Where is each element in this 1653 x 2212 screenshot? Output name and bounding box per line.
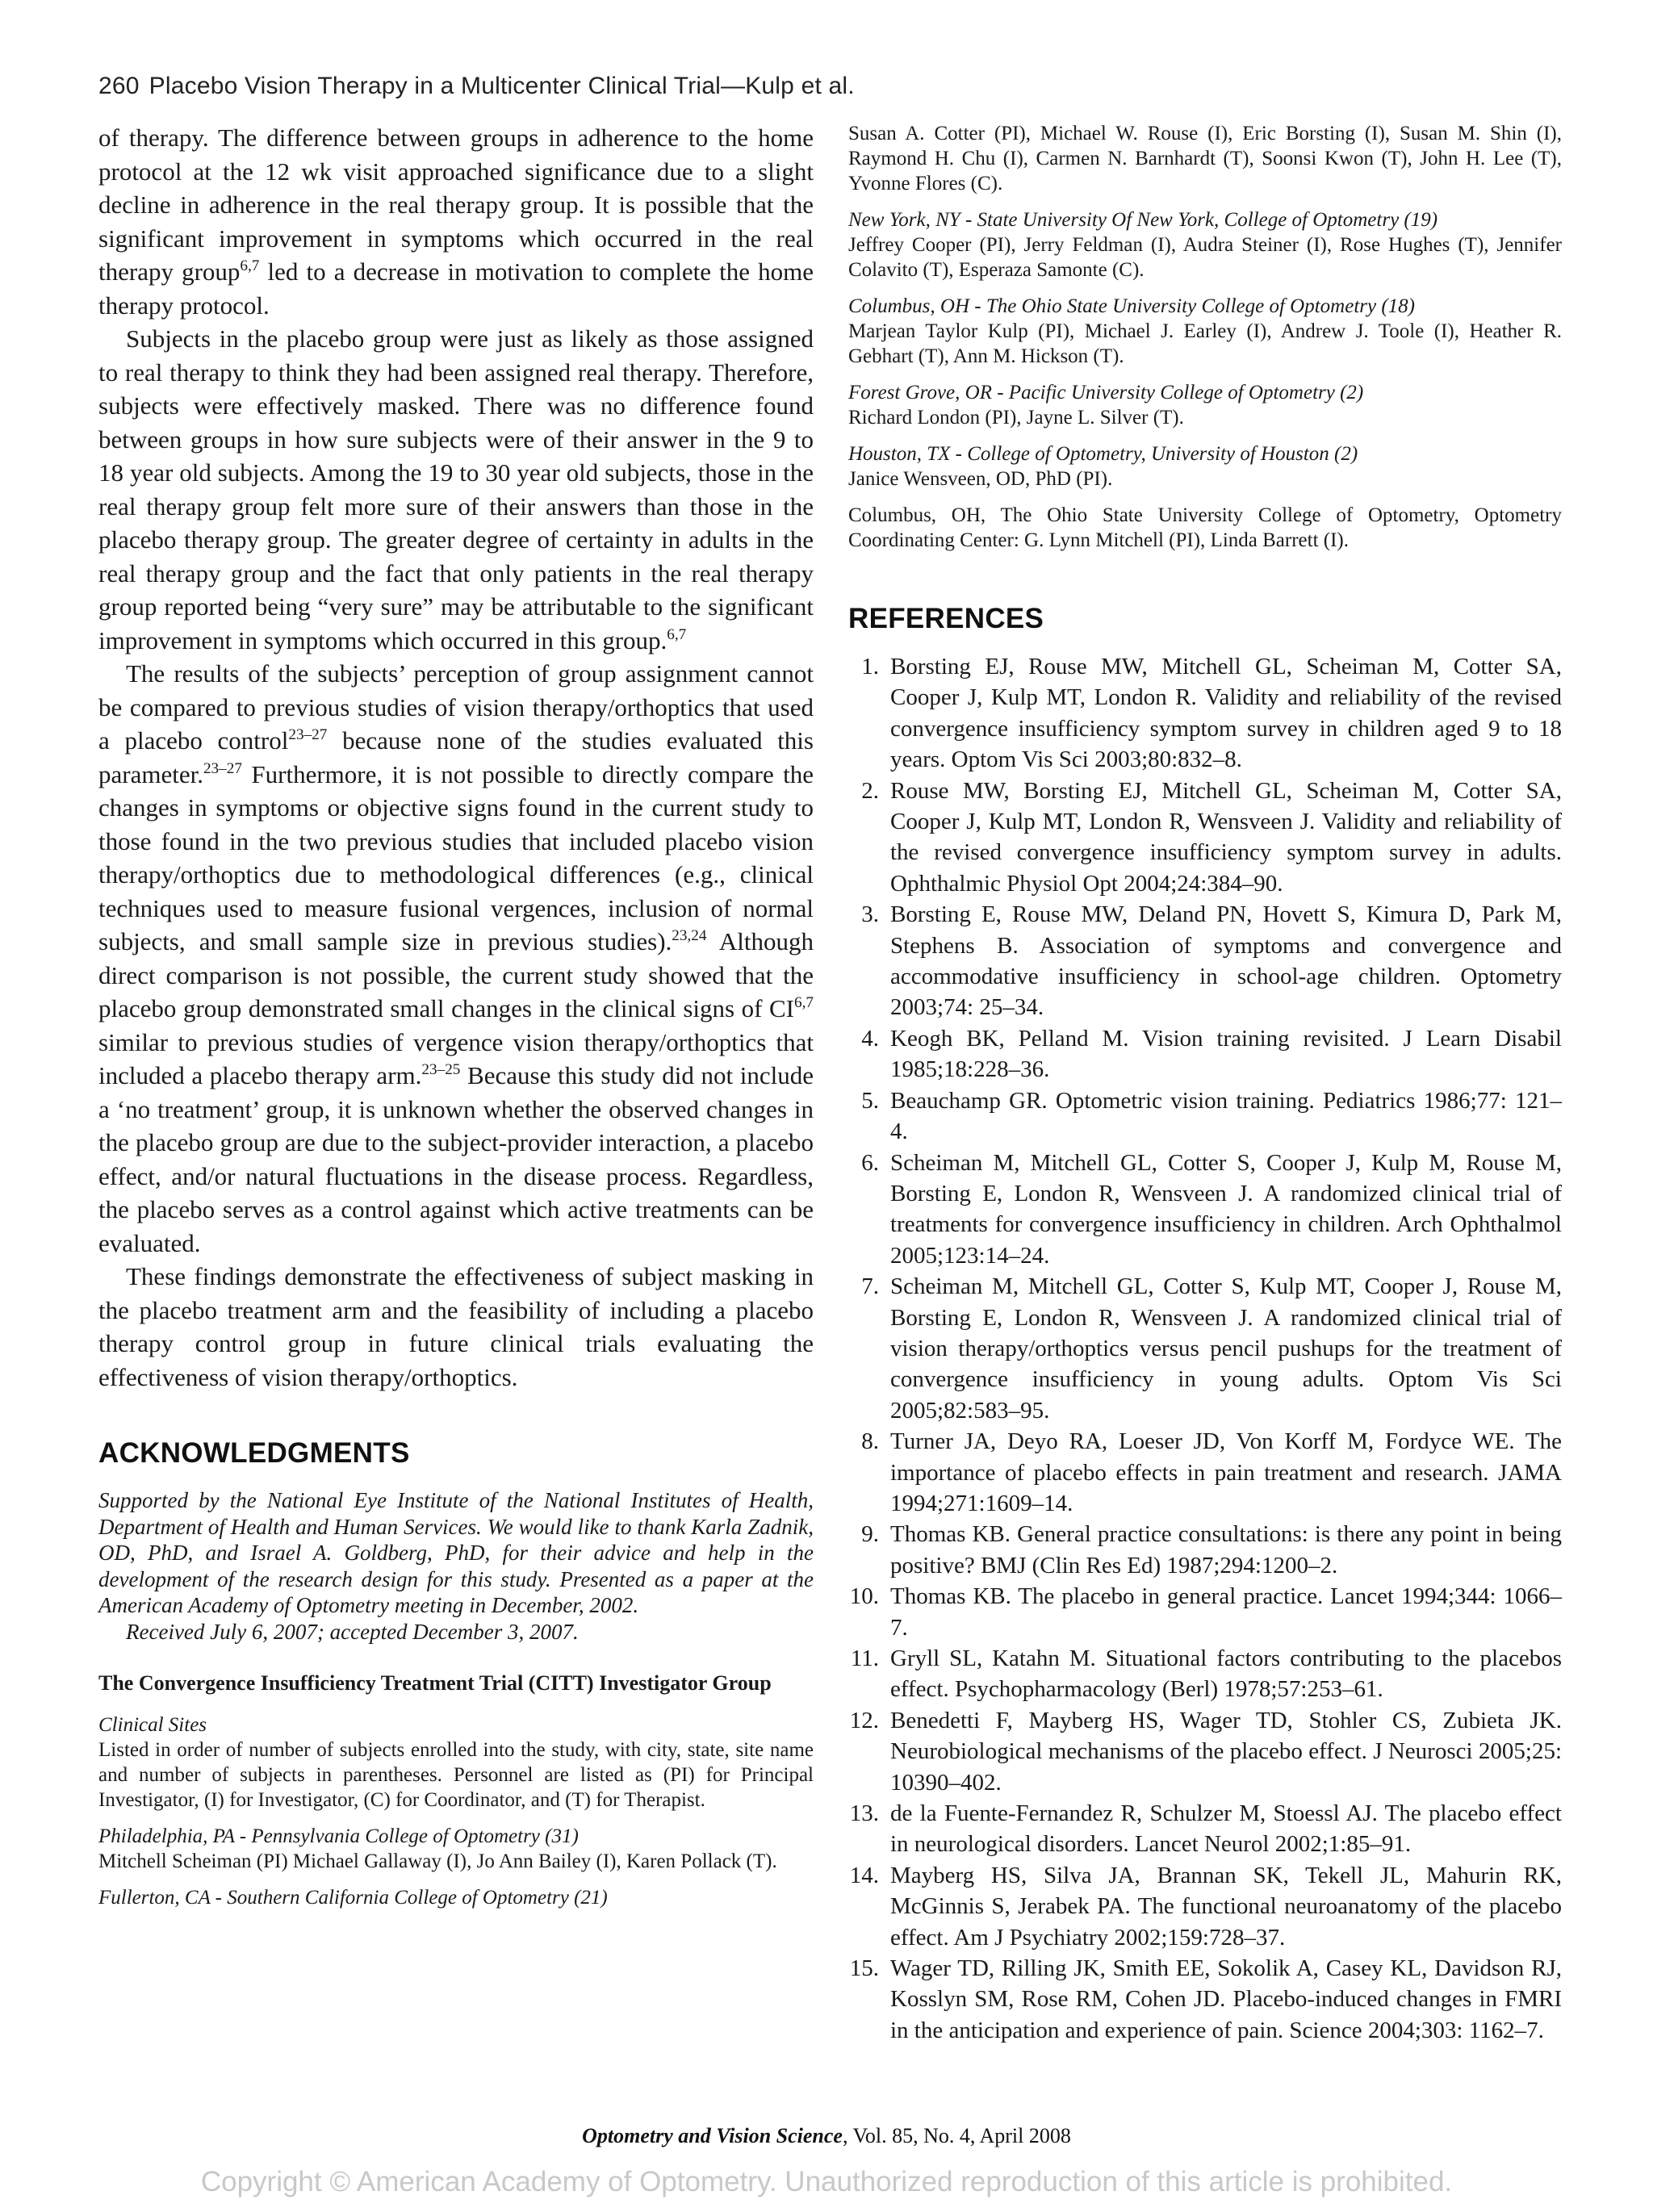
reference-text: Scheiman M, Mitchell GL, Cotter S, Kulp MT, Cooper J, Rouse M, Borsting E, London R, Wensveen J. A randomized clinical trial of vision therapy/orthoptics versus pencil pushups for the treatment of convergence insufficiency in young adults. Optom Vis Sci 2005;82:583–95. [890, 1273, 1562, 1424]
citation-superscript: 23,24 [672, 927, 707, 945]
reference-number: 13. [849, 1800, 879, 1827]
reference-text: Borsting EJ, Rouse MW, Mitchell GL, Scheiman M, Cotter SA, Cooper J, Kulp MT, London R. Validity and reliability of the revised convergence insufficiency symptom survey in children aged 9 to 18 years. Optom Vis Sci 2003;80:832–8. [890, 654, 1562, 773]
acknowledgments-text [98, 1487, 814, 1645]
reference-number: 5. [861, 1087, 879, 1114]
reference-list [848, 651, 1562, 2046]
reference-number: 14. [849, 1862, 879, 1888]
reference-number: 11. [850, 1645, 879, 1671]
body-paragraph [98, 121, 814, 322]
citation-superscript: 23–27 [203, 759, 242, 777]
reference-number: 15. [849, 1955, 879, 1982]
site-personnel: Mitchell Scheiman (PI) Michael Gallaway (I), Jo Ann Bailey (I), Karen Pollack (T). [98, 1850, 777, 1872]
reference-text: Mayberg HS, Silva JA, Brannan SK, Tekell JL, Mahurin RK, McGinnis S, Jerabek PA. The functional neuroanatomy of the placebo effect. Am J Psychiatry 2002;159:728–37. [890, 1862, 1562, 1951]
reference-text: Scheiman M, Mitchell GL, Cotter S, Cooper J, Kulp M, Rouse M, Borsting E, London R, Wensveen J. A randomized clinical trial of treatments for convergence insufficiency in children. Arch Ophthalmol 2005;123:14–24. [890, 1149, 1562, 1269]
reference-item [848, 776, 1562, 900]
reference-text: de la Fuente-Fernandez R, Schulzer M, Stoessl AJ. The placebo effect in neurological disorders. Lancet Neurol 2002;1:85–91. [890, 1800, 1562, 1858]
left-column [98, 121, 814, 1910]
reference-item [848, 1643, 1562, 1705]
reference-text: Thomas KB. General practice consultations: is there any point in being positive? BMJ (Clin Res Ed) 1987;294:1200–2. [890, 1521, 1562, 1579]
reference-item [848, 1426, 1562, 1519]
reference-text: Benedetti F, Mayberg HS, Wager TD, Stohler CS, Zubieta JK. Neurobiological mechanisms of the placebo effect. J Neurosci 2005;25: 10390–402. [890, 1707, 1562, 1796]
site-personnel: Jeffrey Cooper (PI), Jerry Feldman (I), Audra Steiner (I), Rose Hughes (T), Jennifer Colavito (T), Esperaza Samonte (C). [848, 234, 1562, 281]
citation-superscript: 6,7 [667, 625, 687, 643]
journal-issue: , Vol. 85, No. 4, April 2008 [842, 2124, 1071, 2147]
reference-item [848, 1953, 1562, 2046]
text-run: Subjects in the placebo group were just as likely as those assigned to real therapy to think they had been assigned real therapy. Therefore, subjects were effectively masked. There was no difference found between groups in how sure subjects were of their answer in the 9 to 18 year old subjects. Among the 19 to 30 year old subjects, those in the real therapy group felt more sure of their answers than those in the placebo therapy group. The greater degree of certainty in adults in the real therapy group and the fact that only patients in the real therapy group reported being “very sure” may be attributable to the significant improvement in symptoms which occurred in this group. [98, 324, 814, 654]
reference-item [848, 1519, 1562, 1581]
body-paragraph [98, 657, 814, 1260]
reference-number: 8. [861, 1428, 879, 1455]
clinical-sites-label: Clinical Sites [98, 1714, 207, 1736]
site-name: Columbus, OH - The Ohio State University College of Optometry (18) [848, 295, 1415, 317]
body-paragraph [98, 322, 814, 657]
reference-text: Wager TD, Rilling JK, Smith EE, Sokolik A, Casey KL, Davidson RJ, Kosslyn SM, Rose RM, Cohen JD. Placebo-induced changes in FMRI in the anticipation and experience of pain. Science 2004;303: 1162–7. [890, 1955, 1562, 2043]
journal-footer [0, 2124, 1653, 2148]
reference-number: 9. [861, 1521, 879, 1548]
text-run: Because this study did not include a ‘no treatment’ group, it is unknown whether the observed changes in the placebo group are due to the subject-provider interaction, a placebo effect, and/or natural fluctuations in the disease process. Regardless, the placebo serves as a control against which active treatments can be evaluated. [98, 1061, 814, 1257]
site-personnel: Marjean Taylor Kulp (PI), Michael J. Earley (I), Andrew J. Toole (I), Heather R. Gebhart (T), Ann M. Hickson (T). [848, 320, 1562, 367]
reference-text: Beauchamp GR. Optometric vision training. Pediatrics 1986;77: 121–4. [890, 1087, 1562, 1145]
acknowledgments-body: Supported by the National Eye Institute of the National Institutes of Health, Department of Health and Human Services. We would like to thank Karla Zadnik, OD, PhD, and Israel A. Goldberg, PhD, for their advice and help in the development of the research design for this study. Presented as a paper at the American Academy of Optometry meeting in December, 2002. [98, 1488, 814, 1617]
reference-number: 3. [861, 901, 879, 928]
reference-text: Rouse MW, Borsting EJ, Mitchell GL, Scheiman M, Cotter SA, Cooper J, Kulp MT, London R, Wensveen J. Validity and reliability of the revised convergence insufficiency symptom survey in adults. Ophthalmic Physiol Opt 2004;24:384–90. [890, 777, 1562, 897]
citation-superscript: 6,7 [240, 257, 260, 275]
text-run: of therapy. The difference between groups in adherence to the home protocol at the 12 wk visit approached significance due to a slight decline in adherence in the real therapy group. It is possible that the significant improvement in symptoms which occurred in the real therapy group [98, 123, 814, 286]
text-run: led to a decrease in motivation to complete the home therapy protocol. [98, 257, 814, 320]
reference-item [848, 1085, 1562, 1148]
reference-number: 1. [861, 654, 879, 679]
text-run: similar to previous studies of vergence vision therapy/orthoptics that included a placebo therapy arm. [98, 1027, 814, 1089]
reference-item [848, 1271, 1562, 1426]
site-name: Fullerton, CA - Southern California College of Optometry (21) [98, 1887, 608, 1909]
text-run: These findings demonstrate the effectiveness of subject masking in the placebo treatment arm and the feasibility of including a placebo therapy control group in future clinical trials evaluating the effectiveness of vision therapy/orthoptics. [98, 1262, 814, 1391]
running-header [98, 73, 855, 100]
text-run: because none of the studies evaluated this parameter. [98, 726, 814, 788]
received-dates: Received July 6, 2007; accepted December 3, 2007. [126, 1619, 579, 1644]
reference-text: Borsting E, Rouse MW, Deland PN, Hovett S, Kimura D, Park M, Stephens B. Association of symptoms and convergence and accommodative insufficiency in school-age children. Optometry 2003;74: 25–34. [890, 901, 1562, 1021]
site-personnel: Richard London (PI), Jayne L. Silver (T). [848, 407, 1184, 429]
reference-text: Gryll SL, Katahn M. Situational factors contributing to the placebos effect. Psychopharmacology (Berl) 1978;57:253–61. [890, 1645, 1562, 1703]
citation-superscript: 23–27 [288, 726, 328, 744]
text-run: The results of the subjects’ perception of group assignment cannot be compared to previous studies of vision therapy/orthoptics that used a placebo control [98, 659, 814, 755]
text-run: Furthermore, it is not possible to directly compare the changes in symptoms or objective signs found in the current study to those found in the two previous studies that included placebo vision therapy/orthoptics due to methodological differences (e.g., clinical techniques used to measure fusional vergences, inclusion of normal subjects, and small sample size in previous studies). [98, 759, 814, 955]
site-name: Houston, TX - College of Optometry, University of Houston (2) [848, 443, 1358, 465]
citation-superscript: 6,7 [793, 994, 814, 1012]
site-name: Forest Grove, OR - Pacific University College of Optometry (2) [848, 382, 1364, 404]
clinical-sites-text: Listed in order of number of subjects enrolled into the study, with city, state, site name and number of subjects in parentheses. Personnel are listed as (PI) for Principal Investigator, (I) for Investigator, (C) for Coordinator, and (T) for Therapist. [98, 1739, 814, 1811]
investigator-group-title: The Convergence Insufficiency Treatment Trial (CITT) Investigator Group [98, 1671, 772, 1695]
reference-number: 4. [861, 1025, 879, 1052]
reference-item [848, 1581, 1562, 1643]
running-title: Placebo Vision Therapy in a Multicenter Clinical Trial—Kulp et al. [149, 73, 855, 99]
reference-text: Keogh BK, Pelland M. Vision training revisited. J Learn Disabil 1985;18:228–36. [890, 1025, 1562, 1083]
reference-text: Turner JA, Deyo RA, Loeser JD, Von Korff M, Fordyce WE. The importance of placebo effects in pain treatment and research. JAMA 1994;271:1609–14. [890, 1428, 1562, 1516]
reference-number: 2. [861, 777, 879, 804]
site-name: Philadelphia, PA - Pennsylvania College of Optometry (31) [98, 1825, 579, 1847]
acknowledgments-heading: ACKNOWLEDGMENTS [98, 1437, 410, 1469]
site-personnel: Susan A. Cotter (PI), Michael W. Rouse (I), Eric Borsting (I), Susan M. Shin (I), Raymond H. Chu (I), Carmen N. Barnhardt (T), Soonsi Kwon (T), John H. Lee (T), Yvonne Flores (C). [848, 123, 1562, 194]
reference-number: 7. [861, 1273, 879, 1300]
reference-item [848, 1705, 1562, 1798]
reference-item [848, 651, 1562, 776]
references-heading: REFERENCES [848, 603, 1044, 634]
right-column [848, 121, 1562, 2046]
site-name: New York, NY - State University Of New York, College of Optometry (19) [848, 209, 1438, 231]
reference-text: Thomas KB. The placebo in general practice. Lancet 1994;344: 1066–7. [890, 1583, 1562, 1641]
reference-item [848, 1798, 1562, 1860]
citation-superscript: 23–25 [421, 1061, 461, 1079]
reference-number: 10. [849, 1583, 879, 1610]
reference-number: 6. [861, 1149, 879, 1176]
copyright-notice: Copyright © American Academy of Optometry. Unauthorized reproduction of this article is prohibited. [200, 2166, 1453, 2197]
reference-item [848, 899, 1562, 1023]
reference-item [848, 1860, 1562, 1953]
reference-item [848, 1023, 1562, 1085]
body-paragraph [98, 1260, 814, 1394]
page-number: 260 [98, 73, 140, 99]
site-personnel: Janice Wensveen, OD, PhD (PI). [848, 468, 1113, 490]
text-run: Although direct comparison is not possible, the current study showed that the placebo group demonstrated small changes in the clinical signs of CI [98, 927, 814, 1022]
reference-number: 12. [849, 1707, 879, 1733]
coordinating-center: Columbus, OH, The Ohio State University College of Optometry, Optometry Coordinating Center: G. Lynn Mitchell (PI), Linda Barrett (I). [848, 504, 1562, 551]
journal-name: Optometry and Vision Science [582, 2124, 843, 2147]
reference-item [848, 1148, 1562, 1272]
